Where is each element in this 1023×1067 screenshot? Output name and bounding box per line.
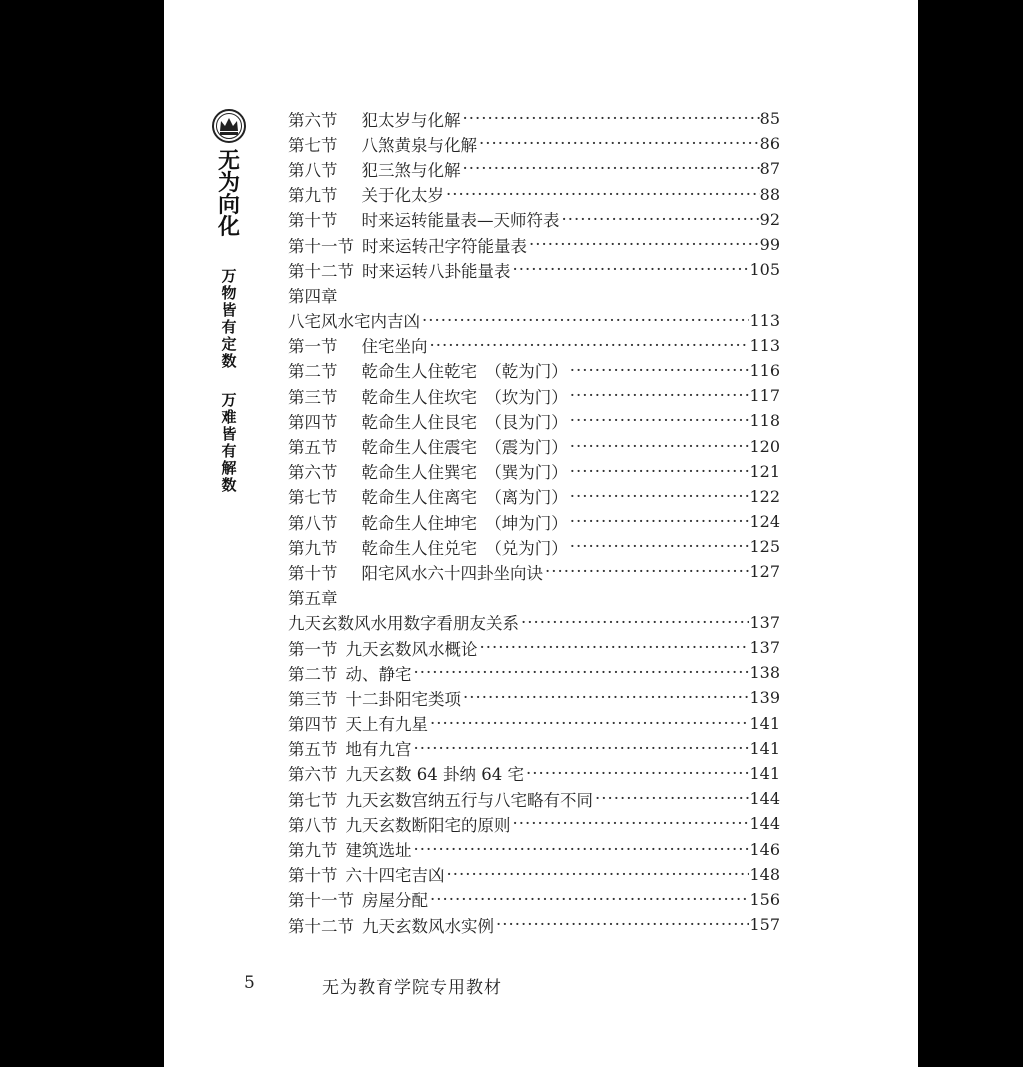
toc-entry <box>288 358 780 383</box>
toc-entry <box>288 383 780 408</box>
toc-title: 建筑选址 <box>345 841 412 861</box>
toc-section-label: 第三节 <box>288 689 338 709</box>
toc-entry <box>288 308 780 333</box>
toc-entry <box>288 559 780 584</box>
toc-leader-dots <box>479 134 760 153</box>
toc-entry <box>288 131 780 156</box>
toc-entry-lead <box>288 761 749 785</box>
toc-section-label: 第四节 <box>288 412 338 432</box>
toc-entry <box>288 836 780 861</box>
toc-entry-lead <box>288 409 749 433</box>
toc-page-number: 148 <box>749 864 780 884</box>
toc-leader-dots <box>595 789 749 808</box>
toc-title: 乾命生人住离宅 （离为门） <box>361 488 568 508</box>
toc-entry <box>288 534 780 559</box>
toc-page-number: 99 <box>759 235 780 255</box>
toc-page-number: 144 <box>749 814 780 834</box>
toc-entry-lead <box>288 434 749 458</box>
toc-section-label: 第二节 <box>288 664 338 684</box>
toc-entry-lead <box>288 636 749 660</box>
toc-entry-lead <box>288 484 749 508</box>
toc-leader-dots <box>570 537 750 556</box>
toc-leader-dots <box>430 890 749 909</box>
toc-entry-lead <box>288 258 749 282</box>
toc-page-number: 137 <box>749 638 780 658</box>
toc-title: 九天玄数风水概论 <box>345 639 478 659</box>
toc-title: 六十四宅吉凶 <box>345 866 445 886</box>
toc-title: 房屋分配 <box>362 891 428 911</box>
toc-entry-lead <box>288 233 760 257</box>
toc-leader-dots <box>446 185 760 204</box>
vertical-char: 物 <box>221 284 237 302</box>
toc-leader-dots <box>570 512 750 531</box>
toc-page-number: 113 <box>749 310 780 330</box>
toc-section-label: 第七节 <box>288 488 338 508</box>
toc-leader-dots <box>570 361 750 380</box>
toc-entry-lead <box>288 913 749 937</box>
vertical-motto-2 <box>209 392 249 494</box>
toc-entry-lead <box>288 510 749 534</box>
toc-title: 十二卦阳宅类项 <box>345 689 461 709</box>
toc-page-number: 141 <box>749 738 780 758</box>
sidebar-vertical-title <box>209 108 249 494</box>
toc-section-label: 第一节 <box>288 639 338 659</box>
toc-entry <box>288 433 780 458</box>
toc-section-label: 第六节 <box>288 110 338 130</box>
toc-entry <box>288 685 780 710</box>
toc-page-number: 141 <box>749 713 780 733</box>
toc-section-label: 第五章 <box>288 589 338 609</box>
toc-page-number: 138 <box>749 663 780 683</box>
toc-title: 乾命生人住乾宅 （乾为门） <box>361 362 568 382</box>
vertical-char: 无 <box>217 148 240 174</box>
vertical-char: 皆 <box>221 301 237 319</box>
toc-entry-lead <box>288 837 749 861</box>
toc-leader-dots <box>570 437 750 456</box>
toc-entry-lead <box>288 560 749 584</box>
toc-entry-lead <box>288 585 780 609</box>
toc-entry <box>288 484 780 509</box>
toc-entry <box>288 912 780 937</box>
toc-entry-lead <box>288 686 749 710</box>
toc-entry-lead <box>288 107 760 131</box>
vertical-char: 万 <box>221 391 237 409</box>
toc-leader-dots <box>513 814 750 833</box>
toc-leader-dots <box>480 638 750 657</box>
crown-emblem-icon <box>211 108 247 144</box>
toc-title: 关于化太岁 <box>361 186 444 206</box>
toc-page-number: 88 <box>759 184 780 204</box>
toc-title: 九天玄数风水实例 <box>362 916 494 936</box>
toc-page-number: 127 <box>749 562 780 582</box>
vertical-char: 有 <box>221 442 237 460</box>
toc-page-number: 125 <box>749 537 780 557</box>
toc-entry <box>288 333 780 358</box>
vertical-char: 为 <box>217 170 240 196</box>
toc-entry-lead <box>288 459 749 483</box>
toc-entry <box>288 207 780 232</box>
toc-entry <box>288 786 780 811</box>
toc-page-number: 144 <box>749 789 780 809</box>
toc-entry <box>288 408 780 433</box>
toc-entry <box>288 156 780 181</box>
vertical-char: 数 <box>221 476 237 494</box>
toc-title: 犯太岁与化解 <box>361 110 461 130</box>
toc-entry <box>288 811 780 836</box>
toc-title: 九天玄数宫纳五行与八宅略有不同 <box>345 790 593 810</box>
toc-section-label: 第四章 <box>288 286 338 306</box>
toc-leader-dots <box>570 411 750 430</box>
toc-leader-dots <box>414 739 750 758</box>
toc-section-label: 第十二节 <box>288 916 354 936</box>
toc-entry <box>288 509 780 534</box>
toc-leader-dots <box>430 336 750 355</box>
toc-page-number: 116 <box>749 360 780 380</box>
toc-title: 时来运转八卦能量表 <box>362 261 511 281</box>
toc-entry <box>288 711 780 736</box>
toc-entry <box>288 635 780 660</box>
toc-page-number: 121 <box>749 461 780 481</box>
toc-title: 乾命生人住震宅 （震为门） <box>361 438 568 458</box>
toc-section-label: 第一节 <box>288 337 338 357</box>
vertical-char: 有 <box>221 318 237 336</box>
toc-entry <box>288 660 780 685</box>
toc-title: 八煞黄泉与化解 <box>361 135 477 155</box>
toc-section-label: 第八节 <box>288 815 338 835</box>
toc-leader-dots <box>430 714 749 733</box>
toc-page-number: 87 <box>759 159 780 179</box>
vertical-title <box>209 150 249 238</box>
toc-title: 八宅风水宅内吉凶 <box>288 312 420 332</box>
toc-entry-lead <box>288 787 749 811</box>
vertical-motto-1 <box>209 268 249 370</box>
toc-entry <box>288 459 780 484</box>
toc-entry <box>288 736 780 761</box>
toc-entry <box>288 257 780 282</box>
vertical-char: 数 <box>221 352 237 370</box>
toc-section-label: 第九节 <box>288 186 338 206</box>
toc-leader-dots <box>545 562 749 581</box>
toc-leader-dots <box>463 109 760 128</box>
vertical-char: 万 <box>221 267 237 285</box>
toc-title: 乾命生人住巽宅 （巽为门） <box>361 463 568 483</box>
toc-page-number: 157 <box>749 915 780 935</box>
toc-section-label: 第十一节 <box>288 891 354 911</box>
vertical-char: 皆 <box>221 425 237 443</box>
toc-section-label: 第十节 <box>288 866 338 886</box>
toc-entry-lead <box>288 384 749 408</box>
toc-entry-lead <box>288 736 749 760</box>
toc-title: 时来运转卍字符能量表 <box>362 236 527 256</box>
toc-entry <box>288 282 780 307</box>
vertical-char: 定 <box>221 335 237 353</box>
toc-entry-lead <box>288 283 780 307</box>
toc-entry-lead <box>288 358 749 382</box>
toc-leader-dots <box>463 159 760 178</box>
toc-title: 九天玄数 64 卦纳 64 宅 <box>345 765 524 785</box>
toc-leader-dots <box>562 210 760 229</box>
vertical-char: 向 <box>217 192 240 218</box>
toc-entry <box>288 761 780 786</box>
toc-entry-lead <box>288 887 749 911</box>
toc-section-label: 第七节 <box>288 135 338 155</box>
toc-leader-dots <box>414 663 750 682</box>
toc-leader-dots <box>570 487 750 506</box>
toc-page-number: 92 <box>759 209 780 229</box>
toc-title: 地有九宫 <box>345 740 412 760</box>
toc-section-label: 第十一节 <box>288 236 354 256</box>
toc-title: 犯三煞与化解 <box>361 160 461 180</box>
footer-text: 无为教育学院专用教材 <box>322 978 502 998</box>
toc-leader-dots <box>521 613 749 632</box>
toc-section-label: 第十节 <box>288 563 338 583</box>
toc-entry-lead <box>288 182 760 206</box>
toc-section-label: 第六节 <box>288 765 338 785</box>
toc-entry <box>288 862 780 887</box>
toc-leader-dots <box>414 840 750 859</box>
toc-title: 乾命生人住坎宅 （坎为门） <box>361 387 568 407</box>
toc-section-label: 第五节 <box>288 740 338 760</box>
toc-leader-dots <box>526 764 749 783</box>
toc-page-number: 85 <box>759 109 780 129</box>
toc-entry <box>288 182 780 207</box>
toc-section-label: 第八节 <box>288 160 338 180</box>
toc-entry-lead <box>288 308 749 332</box>
toc-title: 天上有九星 <box>345 715 428 735</box>
toc-section-label: 第二节 <box>288 362 338 382</box>
toc-entry-lead <box>288 862 749 886</box>
toc-title: 九天玄数断阳宅的原则 <box>345 815 511 835</box>
toc-page-number: 86 <box>759 134 780 154</box>
toc-title: 住宅坐向 <box>361 337 428 357</box>
toc-entry-lead <box>288 610 749 634</box>
toc-page-number: 113 <box>749 335 780 355</box>
toc-entry-lead <box>288 132 760 156</box>
vertical-char: 解 <box>221 459 237 477</box>
toc-entry <box>288 232 780 257</box>
toc-title: 时来运转能量表—天师符表 <box>361 211 560 231</box>
toc-page-number: 124 <box>749 512 780 532</box>
toc-leader-dots <box>529 235 760 254</box>
toc-section-label: 第九节 <box>288 538 338 558</box>
toc-entry-lead <box>288 535 749 559</box>
toc-page-number: 141 <box>749 763 780 783</box>
toc-page-number: 118 <box>749 411 780 431</box>
toc-section-label: 第八节 <box>288 513 338 533</box>
toc-leader-dots <box>422 311 749 330</box>
footer-page-number: 5 <box>244 973 255 993</box>
toc-section-label: 第七节 <box>288 790 338 810</box>
toc-page-number: 139 <box>749 688 780 708</box>
toc-section-label: 第五节 <box>288 438 338 458</box>
toc-leader-dots <box>447 865 750 884</box>
toc-title: 乾命生人住兑宅 （兑为门） <box>361 538 568 558</box>
toc-entry-lead <box>288 812 749 836</box>
toc-title: 阳宅风水六十四卦坐向诀 <box>361 563 543 583</box>
toc-page-number: 122 <box>749 486 780 506</box>
toc-leader-dots <box>513 260 750 279</box>
toc-leader-dots <box>570 462 750 481</box>
toc-page-number: 105 <box>749 260 780 280</box>
toc-leader-dots <box>463 688 749 707</box>
toc-section-label: 第九节 <box>288 841 338 861</box>
vertical-char: 难 <box>221 408 237 426</box>
toc-page-number: 120 <box>749 436 780 456</box>
toc-entry <box>288 585 780 610</box>
toc-page-number: 137 <box>749 612 780 632</box>
toc-entry <box>288 106 780 131</box>
toc-section-label: 第四节 <box>288 715 338 735</box>
toc-entry <box>288 610 780 635</box>
toc-section-label: 第十节 <box>288 211 338 231</box>
toc-section-label: 第六节 <box>288 463 338 483</box>
toc-leader-dots <box>570 386 750 405</box>
toc-entry-lead <box>288 711 749 735</box>
toc-entry-lead <box>288 661 749 685</box>
toc-leader-dots <box>496 915 749 934</box>
table-of-contents <box>288 106 780 937</box>
toc-page-number: 117 <box>749 386 780 406</box>
toc-title: 动、静宅 <box>345 664 412 684</box>
toc-entry <box>288 887 780 912</box>
vertical-char: 化 <box>217 214 240 240</box>
toc-section-label: 第十二节 <box>288 261 354 281</box>
toc-entry-lead <box>288 333 749 357</box>
toc-title: 乾命生人住艮宅 （艮为门） <box>361 412 568 432</box>
toc-page-number: 146 <box>749 839 780 859</box>
toc-entry-lead <box>288 207 760 231</box>
toc-section-label: 第三节 <box>288 387 338 407</box>
toc-page-number: 156 <box>749 889 780 909</box>
toc-entry-lead <box>288 157 760 181</box>
toc-title: 乾命生人住坤宅 （坤为门） <box>361 513 568 533</box>
toc-title: 九天玄数风水用数字看朋友关系 <box>288 614 519 634</box>
